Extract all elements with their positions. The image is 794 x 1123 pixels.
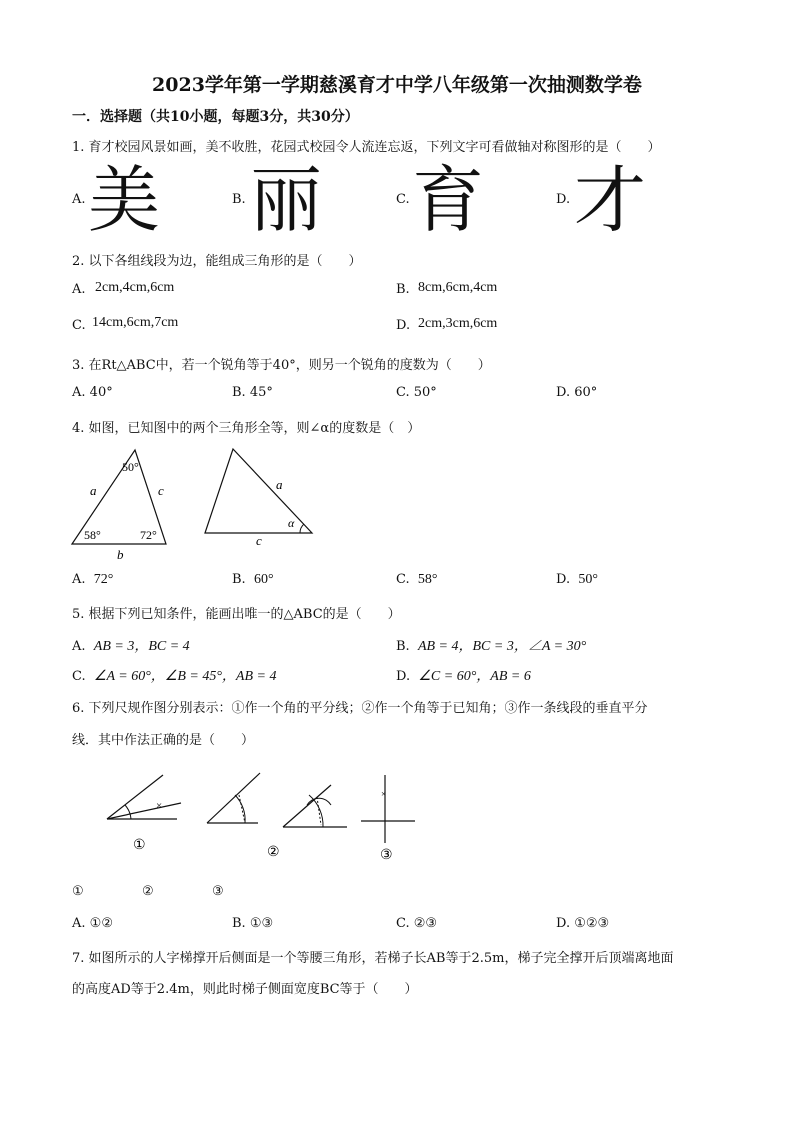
q3-option-a-text: 40° <box>89 385 113 400</box>
question-7-stem-line2: 的高度AD等于2.4m，则此时梯子侧面宽度BC等于（ ） <box>72 982 418 997</box>
q6-option-d-text: ①②③ <box>574 916 610 931</box>
q6-option-c-label: C. <box>396 916 410 931</box>
q2-option-a-text: 2cm,4cm,6cm <box>95 280 175 295</box>
q3-option-c-label: C. <box>396 385 410 400</box>
q6-legend-1: ① <box>72 884 84 899</box>
side-label-c: c <box>158 483 164 498</box>
q4-option-c-label: C. <box>396 572 410 587</box>
q1-option-c-char: 育 <box>412 158 485 242</box>
construction-2b <box>267 785 347 860</box>
q3-option-d-text: 60° <box>574 385 598 400</box>
q5-option-b-text: AB = 4，BC = 3，∠A = 30° <box>417 639 587 654</box>
question-7-stem-line1: 7. 如图所示的人字梯撑开后侧面是一个等腰三角形，若梯子长AB等于2.5m，梯子完全撑开后顶端离地面 <box>72 951 674 966</box>
q4-option-d-label: D. <box>556 572 571 587</box>
q4-option-a-text: 72° <box>93 572 114 587</box>
construction-2a <box>207 773 260 823</box>
q3-option-d-label: D. <box>556 385 571 400</box>
question-5-stem: 5. 根据下列已知条件，能画出唯一的△ABC的是（ ） <box>72 607 401 622</box>
q4-triangles-figure <box>60 445 330 565</box>
q6-option-b-text: ①③ <box>249 916 274 931</box>
q2-option-d-label: D. <box>396 318 411 333</box>
page-title: 2023学年第一学期慈溪育才中学八年级第一次抽测数学卷 <box>152 74 642 96</box>
q6-constructions-figure <box>95 765 425 865</box>
q5-option-a-text: AB = 3，BC = 4 <box>93 639 190 654</box>
q5-option-c-text: ∠A = 60°，∠B = 45°，AB = 4 <box>93 669 277 684</box>
question-3-stem: 3. 在Rt△ABC中，若一个锐角等于40°，则另一个锐角的度数为（ ） <box>72 358 491 373</box>
t2-side-label-a: a <box>276 477 283 492</box>
q1-option-d-char: 才 <box>574 158 647 242</box>
svg-text:×: × <box>381 789 387 799</box>
q4-option-a-label: A. <box>72 572 86 587</box>
angle-label-top: 50° <box>122 460 139 474</box>
q5-option-a-label: A. <box>72 639 86 654</box>
q5-option-d-text: ∠C = 60°，AB = 6 <box>418 669 531 684</box>
angle-label-left: 58° <box>84 528 101 542</box>
q4-option-b-label: B. <box>232 572 246 587</box>
q6-option-a-label: A. <box>72 916 86 931</box>
q6-option-d-label: D. <box>556 916 571 931</box>
q3-option-a-label: A. <box>72 385 86 400</box>
q6-legend-3: ③ <box>212 884 224 899</box>
q2-option-b-text: 8cm,6cm,4cm <box>418 280 498 295</box>
q5-option-b-label: B. <box>396 639 410 654</box>
q1-option-b-label: B. <box>232 192 246 207</box>
q1-option-a-char: 美 <box>88 158 161 242</box>
construction-3 <box>361 775 415 863</box>
q4-option-d-text: 50° <box>578 572 598 587</box>
section-heading: 一．选择题（共10小题，每题3分，共30分） <box>72 109 359 125</box>
construction-3-label: ③ <box>380 848 393 863</box>
side-label-a: a <box>90 483 97 498</box>
q3-option-b-label: B. <box>232 385 246 400</box>
svg-text:×: × <box>156 800 163 812</box>
q2-option-b-label: B. <box>396 282 410 297</box>
q1-option-a-label: A. <box>72 192 86 207</box>
q2-option-d-text: 2cm,3cm,6cm <box>418 316 498 331</box>
q6-option-a-text: ①② <box>89 916 113 931</box>
alpha-arc <box>300 524 304 533</box>
angle-label-right: 72° <box>140 528 157 542</box>
question-6-stem-line2: 线．其中作法正确的是（ ） <box>72 733 255 748</box>
q2-option-a-label: A. <box>72 282 86 297</box>
t2-side-label-c: c <box>256 533 262 548</box>
q6-option-c-text: ②③ <box>413 916 438 931</box>
q6-legend-2: ② <box>142 884 154 899</box>
alpha-label: α <box>288 516 295 530</box>
q4-option-b-text: 60° <box>253 572 274 587</box>
question-2-stem: 2. 以下各组线段为边，能组成三角形的是（ ） <box>72 254 362 269</box>
q2-option-c-label: C. <box>72 318 86 333</box>
construction-2-label: ② <box>267 845 280 860</box>
construction-1 <box>107 775 181 853</box>
q5-option-c-label: C. <box>72 669 86 684</box>
side-label-b: b <box>117 547 124 562</box>
q3-option-b-text: 45° <box>249 385 273 400</box>
q4-option-c-text: 58° <box>417 572 438 587</box>
q1-option-b-char: 丽 <box>250 158 323 242</box>
question-1-stem: 1. 育才校园风景如画，美不收胜，花园式校园令人流连忘返，下列文字可看做轴对称图形的是（ ） <box>72 140 661 155</box>
question-4-stem: 4. 如图，已知图中的两个三角形全等，则∠α的度数是（ ） <box>72 421 421 436</box>
q1-option-d-label: D. <box>556 192 571 207</box>
q3-option-c-text: 50° <box>413 385 437 400</box>
q5-option-d-label: D. <box>396 669 411 684</box>
triangle-2 <box>205 449 312 533</box>
q6-option-b-label: B. <box>232 916 246 931</box>
q1-option-c-label: C. <box>396 192 410 207</box>
question-6-stem-line1: 6. 下列尺规作图分别表示：①作一个角的平分线；②作一个角等于已知角；③作一条线段的垂直平分 <box>72 701 648 716</box>
q2-option-c-text: 14cm,6cm,7cm <box>92 315 179 330</box>
construction-1-label: ① <box>133 838 146 853</box>
